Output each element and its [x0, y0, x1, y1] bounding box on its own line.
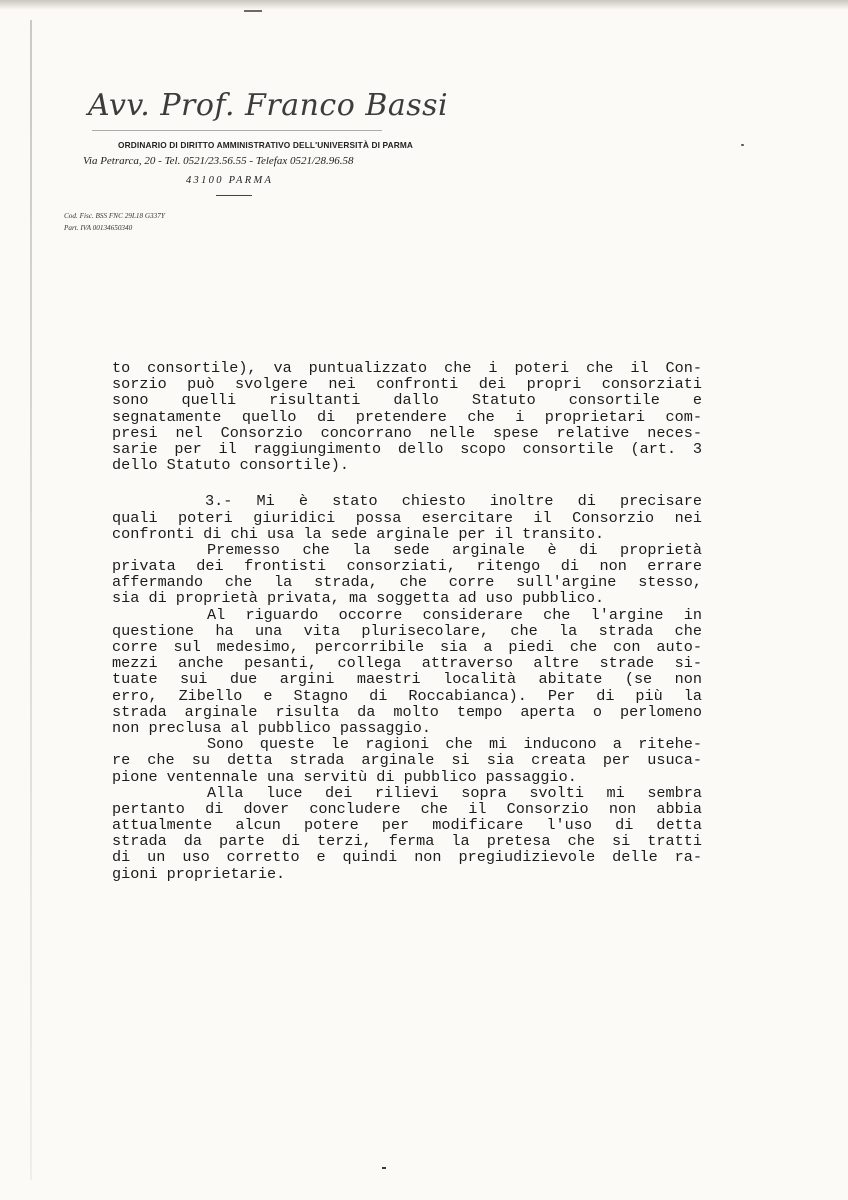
paragraph-3: [112, 542, 702, 607]
text-line: corre sul medesimo, percorribile sia a piedi che con auto-: [112, 638, 702, 656]
text-line: quali poteri giuridici possa esercitare il Consorzio nei: [112, 508, 702, 527]
text-line: attualmente alcun potere per modificare l'uso di detta: [112, 816, 702, 835]
text-line: non preclusa al pubblico passaggio.: [112, 718, 431, 737]
scan-shadow-edge: [30, 20, 32, 1180]
text-line: mezzi anche pesanti, collega attraverso altre strade si-: [112, 654, 702, 673]
text-line: Sono queste le ragioni che mi inducono a ritehe-: [207, 735, 702, 754]
text-line: sorzio può svolgere nei confronti dei propri consorziati: [112, 375, 702, 394]
text-line: sarie per il raggiungimento dello scopo consortile (art. 3: [112, 439, 702, 458]
text-line: tuate sui due argini maestri località abitate (se non: [112, 670, 702, 689]
text-line: re che su detta strada arginale si sia creata per usuca-: [112, 751, 702, 770]
text-line: strada arginale risulta da molto tempo aperta o perlomeno: [112, 702, 702, 721]
text-line: sono quelli risultanti dallo Statuto consortile e: [112, 391, 702, 410]
text-line: confronti di chi usa la sede arginale per il transito.: [112, 524, 605, 543]
text-line: di un uso corretto e quindi non pregiudizievole delle ra-: [112, 848, 702, 867]
text-line: privata dei frontisti consorziati, ritengo di non errare: [112, 557, 702, 576]
letterhead-part-iva: Part. IVA 00134650340: [64, 224, 133, 232]
text-line: pione ventennale una servitù di pubblico passaggio.: [112, 767, 577, 786]
paragraph-1: [112, 360, 702, 473]
paragraph-6: [112, 785, 702, 882]
text-line: segnatamente quello di pretendere che i proprietari com-: [112, 407, 702, 426]
paragraph-5: [112, 736, 702, 785]
signature-flourish: [92, 130, 382, 131]
letterhead-city: 43100 PARMA: [186, 175, 274, 186]
letterhead-signature: [88, 88, 449, 138]
text-line: erro, Zibello e Stagno di Roccabianca). Per di più la: [112, 686, 702, 705]
text-line: questione ha una vita plurisecolare, che la strada che: [112, 621, 702, 640]
scan-speck: [741, 144, 744, 146]
text-line: dello Statuto consortile).: [112, 456, 349, 475]
text-line: Al riguardo occorre considerare che l'argine in: [207, 605, 702, 624]
paragraph-4: [112, 607, 702, 737]
letterhead-address: Via Petrarca, 20 - Tel. 0521/23.56.55 - Telefax 0521/28.96.58: [83, 155, 354, 167]
scan-speck: [382, 1167, 386, 1169]
text-line: gioni proprietarie.: [112, 864, 286, 883]
text-line: sia di proprietà privata, ma soggetta ad uso pubblico.: [112, 589, 605, 608]
letter-body: [112, 360, 702, 882]
text-line: to consortile), va puntualizzato che i poteri che il Con-: [112, 359, 702, 377]
letterhead-cod-fisc: Cod. Fisc. BSS FNC 29L18 G337Y: [64, 212, 165, 220]
scan-mark: [244, 10, 262, 12]
text-line: pertanto di dover concludere che il Consorzio non abbia: [112, 799, 702, 818]
text-line: 3.- Mi è stato chiesto inoltre di precisare: [205, 492, 702, 511]
text-line: affermando che la strada, che corre sull'argine stesso,: [112, 573, 702, 592]
letterhead-role: ORDINARIO DI DIRITTO AMMINISTRATIVO DELL'UNIVERSITÀ DI PARMA: [118, 140, 414, 150]
text-line: Alla luce dei rilievi sopra svolti mi sembra: [207, 783, 702, 802]
letterhead-name: Avv. Prof. Franco Bassi: [88, 88, 449, 123]
scan-shadow-top: [0, 0, 848, 10]
letterhead-rule: [216, 195, 252, 196]
text-line: strada da parte di terzi, ferma la pretesa che si tratti: [112, 832, 702, 851]
text-line: Premesso che la sede arginale è di proprietà: [207, 540, 702, 559]
paragraph-2: [112, 493, 702, 542]
text-line: presi nel Consorzio concorrano nelle spese relative neces-: [112, 423, 702, 442]
